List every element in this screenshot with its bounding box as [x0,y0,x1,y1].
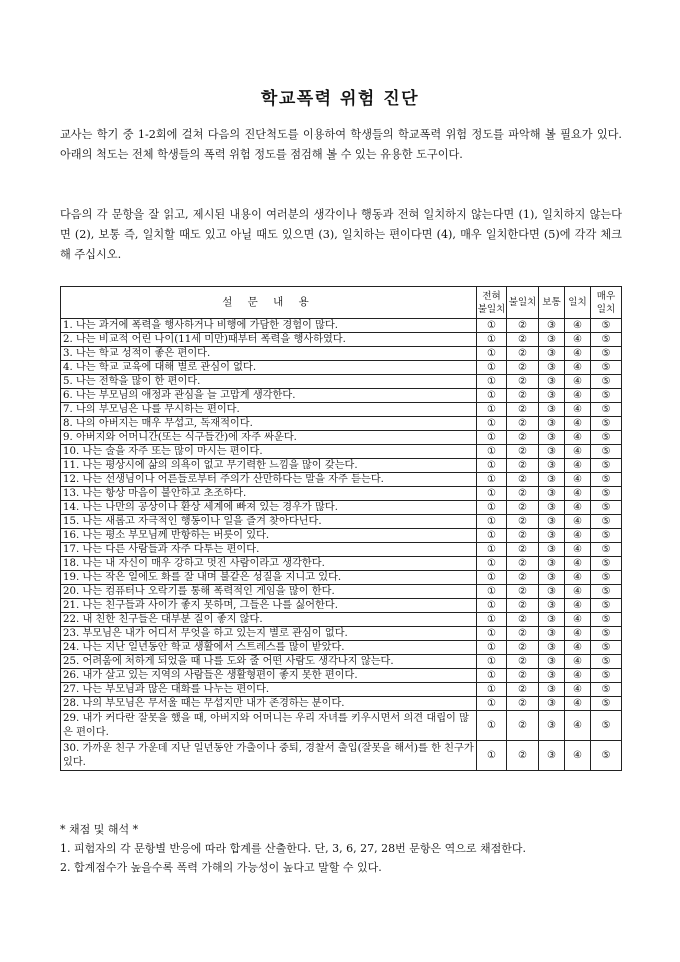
answer-option-4[interactable]: ④ [565,403,591,417]
answer-option-2[interactable]: ② [507,417,539,431]
answer-option-1[interactable]: ① [477,375,507,389]
table-row [61,403,622,417]
answer-option-5[interactable]: ⑤ [591,557,622,571]
answer-option-4[interactable]: ④ [565,459,591,473]
table-row [61,655,622,669]
question-text: 15. 나는 새롭고 자극적인 행동이나 일을 즐겨 찾아다닌다. [61,515,477,529]
answer-option-2[interactable]: ② [507,445,539,459]
header-strongly-agree: 매우 일치 [591,287,622,319]
notes-heading: * 채점 및 해석 * [60,823,139,836]
answer-option-1[interactable]: ① [477,333,507,347]
answer-option-3[interactable]: ③ [539,515,565,529]
question-text: 16. 나는 평소 부모님께 반항하는 버릇이 있다. [61,529,477,543]
answer-option-4[interactable]: ④ [565,333,591,347]
answer-option-5[interactable]: ⑤ [591,655,622,669]
question-text: 28. 나의 부모님은 무서울 때는 무섭지만 내가 존경하는 분이다. [61,697,477,711]
answer-option-4[interactable]: ④ [565,669,591,683]
question-text: 25. 어려움에 처하게 되었을 때 나를 도와 줄 어떤 사람도 생각나지 않는다. [61,655,477,669]
answer-option-1[interactable]: ① [477,347,507,361]
answer-option-1[interactable]: ① [477,473,507,487]
answer-option-2[interactable]: ② [507,641,539,655]
header-strongly-disagree: 전혀 불일치 [477,287,507,319]
answer-option-5[interactable]: ⑤ [591,711,622,741]
question-text: 13. 나는 항상 마음이 불안하고 초조하다. [61,487,477,501]
answer-option-5[interactable]: ⑤ [591,683,622,697]
answer-option-2[interactable]: ② [507,361,539,375]
question-text: 5. 나는 전학을 많이 한 편이다. [61,375,477,389]
answer-option-1[interactable]: ① [477,361,507,375]
answer-option-3[interactable]: ③ [539,669,565,683]
question-text: 26. 내가 살고 있는 지역의 사람들은 생활형편이 좋지 못한 편이다. [61,669,477,683]
answer-option-2[interactable]: ② [507,403,539,417]
answer-option-3[interactable]: ③ [539,711,565,741]
question-text: 27. 나는 부모님과 많은 대화를 나누는 편이다. [61,683,477,697]
answer-option-2[interactable]: ② [507,543,539,557]
answer-option-4[interactable]: ④ [565,613,591,627]
question-text: 24. 나는 지난 일년동안 학교 생활에서 스트레스를 많이 받았다. [61,641,477,655]
answer-option-2[interactable]: ② [507,599,539,613]
table-row [61,669,622,683]
answer-option-5[interactable]: ⑤ [591,543,622,557]
answer-option-2[interactable]: ② [507,501,539,515]
table-row [61,683,622,697]
table-row [61,487,622,501]
answer-option-4[interactable]: ④ [565,543,591,557]
survey-table [60,286,622,771]
answer-option-4[interactable]: ④ [565,515,591,529]
answer-option-1[interactable]: ① [477,711,507,741]
answer-option-1[interactable]: ① [477,641,507,655]
header-neutral: 보통 [539,287,565,319]
answer-option-3[interactable]: ③ [539,741,565,771]
question-text: 3. 나는 학교 성적이 좋은 편이다. [61,347,477,361]
table-row [61,529,622,543]
question-text: 30. 가까운 친구 가운데 지난 일년동안 가출이나 중퇴, 경찰서 출입(잘못을 해서)를 한 친구가 있다. [61,741,477,771]
answer-option-2[interactable]: ② [507,375,539,389]
answer-option-3[interactable]: ③ [539,361,565,375]
table-row [61,361,622,375]
answer-option-5[interactable]: ⑤ [591,361,622,375]
answer-option-5[interactable]: ⑤ [591,741,622,771]
answer-option-1[interactable]: ① [477,543,507,557]
answer-option-5[interactable]: ⑤ [591,487,622,501]
table-row [61,613,622,627]
answer-option-4[interactable]: ④ [565,641,591,655]
answer-option-2[interactable]: ② [507,487,539,501]
table-row [61,375,622,389]
table-row [61,333,622,347]
question-text: 8. 나의 아버지는 매우 무섭고, 독재적이다. [61,417,477,431]
table-row [61,697,622,711]
answer-option-3[interactable]: ③ [539,445,565,459]
answer-option-4[interactable]: ④ [565,473,591,487]
table-row [61,459,622,473]
question-text: 6. 나는 부모님의 애정과 관심을 늘 고맙게 생각한다. [61,389,477,403]
answer-option-4[interactable]: ④ [565,361,591,375]
answer-option-2[interactable]: ② [507,319,539,333]
question-text: 19. 나는 작은 일에도 화를 잘 내며 불같은 성질을 지니고 있다. [61,571,477,585]
answer-option-4[interactable]: ④ [565,445,591,459]
answer-option-3[interactable]: ③ [539,627,565,641]
question-text: 4. 나는 학교 교육에 대해 별로 관심이 없다. [61,361,477,375]
answer-option-3[interactable]: ③ [539,403,565,417]
question-text: 9. 아버지와 어머니간(또는 식구들간)에 자주 싸운다. [61,431,477,445]
answer-option-3[interactable]: ③ [539,641,565,655]
answer-option-4[interactable]: ④ [565,375,591,389]
answer-option-5[interactable]: ⑤ [591,375,622,389]
answer-option-4[interactable]: ④ [565,627,591,641]
answer-option-2[interactable]: ② [507,333,539,347]
table-row [61,557,622,571]
answer-option-5[interactable]: ⑤ [591,431,622,445]
answer-option-1[interactable]: ① [477,487,507,501]
answer-option-3[interactable]: ③ [539,389,565,403]
answer-option-1[interactable]: ① [477,431,507,445]
question-text: 10. 나는 술을 자주 또는 많이 마시는 편이다. [61,445,477,459]
answer-option-2[interactable]: ② [507,529,539,543]
answer-option-1[interactable]: ① [477,741,507,771]
table-row [61,347,622,361]
answer-option-5[interactable]: ⑤ [591,445,622,459]
answer-option-4[interactable]: ④ [565,683,591,697]
table-row [61,711,622,741]
answer-option-3[interactable]: ③ [539,655,565,669]
answer-option-1[interactable]: ① [477,697,507,711]
answer-option-5[interactable]: ⑤ [591,697,622,711]
answer-option-4[interactable]: ④ [565,585,591,599]
answer-option-3[interactable]: ③ [539,431,565,445]
answer-option-2[interactable]: ② [507,697,539,711]
answer-option-1[interactable]: ① [477,389,507,403]
table-row [61,571,622,585]
answer-option-4[interactable]: ④ [565,741,591,771]
answer-option-2[interactable]: ② [507,683,539,697]
answer-option-5[interactable]: ⑤ [591,333,622,347]
answer-option-4[interactable]: ④ [565,389,591,403]
answer-option-2[interactable]: ② [507,389,539,403]
answer-option-1[interactable]: ① [477,403,507,417]
notes-item: 2. 합계점수가 높을수록 폭력 가해의 가능성이 높다고 말할 수 있다. [60,861,382,874]
answer-option-4[interactable]: ④ [565,501,591,515]
answer-option-3[interactable]: ③ [539,487,565,501]
answer-option-5[interactable]: ⑤ [591,501,622,515]
table-row [61,319,622,333]
header-agree: 일치 [565,287,591,319]
answer-option-4[interactable]: ④ [565,655,591,669]
answer-option-5[interactable]: ⑤ [591,669,622,683]
question-text: 29. 내가 커다란 잘못을 했을 때, 아버지와 어머니는 우리 자녀를 키우시면서 의견 대립이 많은 편이다. [61,711,477,741]
question-text: 7. 나의 부모님은 나를 무시하는 편이다. [61,403,477,417]
answer-option-1[interactable]: ① [477,515,507,529]
answer-option-2[interactable]: ② [507,571,539,585]
answer-option-4[interactable]: ④ [565,319,591,333]
answer-option-3[interactable]: ③ [539,585,565,599]
notes-item: 1. 피험자의 각 문항별 반응에 따라 합계를 산출한다. 단, 3, 6, 27, 28번 문항은 역으로 채점한다. [60,842,526,855]
table-row [61,445,622,459]
answer-option-2[interactable]: ② [507,655,539,669]
question-text: 12. 나는 선생님이나 어른들로부터 주의가 산만하다는 말을 자주 듣는다. [61,473,477,487]
table-row [61,599,622,613]
scoring-notes [60,820,630,877]
answer-option-3[interactable]: ③ [539,319,565,333]
answer-option-1[interactable]: ① [477,417,507,431]
answer-option-4[interactable]: ④ [565,431,591,445]
answer-option-1[interactable]: ① [477,557,507,571]
answer-option-5[interactable]: ⑤ [591,473,622,487]
answer-option-5[interactable]: ⑤ [591,627,622,641]
answer-option-3[interactable]: ③ [539,333,565,347]
table-header-row [61,287,622,319]
answer-option-3[interactable]: ③ [539,613,565,627]
table-row [61,641,622,655]
table-row [61,501,622,515]
table-row [61,741,622,771]
table-row [61,543,622,557]
answer-option-1[interactable]: ① [477,627,507,641]
answer-option-3[interactable]: ③ [539,501,565,515]
question-text: 18. 나는 내 자신이 매우 강하고 멋진 사람이라고 생각한다. [61,557,477,571]
intro-paragraph: 교사는 학기 중 1-2회에 걸쳐 다음의 진단척도를 이용하여 학생들의 학교폭력 위험 정도를 파악해 볼 필요가 있다. 아래의 척도는 전체 학생들의 폭력 위험 정도를 점검해 볼 수 있는 유용한 도구이다. [60,128,622,161]
answer-option-2[interactable]: ② [507,431,539,445]
answer-option-5[interactable]: ⑤ [591,529,622,543]
answer-option-3[interactable]: ③ [539,697,565,711]
table-row [61,417,622,431]
answer-option-3[interactable]: ③ [539,473,565,487]
table-row [61,389,622,403]
answer-option-5[interactable]: ⑤ [591,347,622,361]
answer-option-2[interactable]: ② [507,515,539,529]
answer-option-2[interactable]: ② [507,711,539,741]
question-text: 17. 나는 다른 사람들과 자주 다투는 편이다. [61,543,477,557]
question-text: 11. 나는 평상시에 삶의 의욕이 없고 무기력한 느낌을 많이 갖는다. [61,459,477,473]
answer-option-2[interactable]: ② [507,473,539,487]
answer-option-1[interactable]: ① [477,445,507,459]
answer-option-5[interactable]: ⑤ [591,613,622,627]
answer-option-1[interactable]: ① [477,585,507,599]
answer-option-5[interactable]: ⑤ [591,403,622,417]
question-text: 21. 나는 친구들과 사이가 좋지 못하며, 그들은 나를 싫어한다. [61,599,477,613]
answer-option-4[interactable]: ④ [565,571,591,585]
page-title: 학교폭력 위험 진단 [260,89,420,109]
answer-option-3[interactable]: ③ [539,571,565,585]
answer-option-4[interactable]: ④ [565,529,591,543]
answer-option-5[interactable]: ⑤ [591,389,622,403]
answer-option-5[interactable]: ⑤ [591,417,622,431]
answer-option-1[interactable]: ① [477,501,507,515]
answer-option-4[interactable]: ④ [565,697,591,711]
question-text: 14. 나는 나만의 공상이나 환상 세계에 빠져 있는 경우가 많다. [61,501,477,515]
answer-option-4[interactable]: ④ [565,487,591,501]
answer-option-2[interactable]: ② [507,613,539,627]
question-text: 2. 나는 비교적 어린 나이(11세 미만)때부터 폭력을 행사하였다. [61,333,477,347]
answer-option-5[interactable]: ⑤ [591,571,622,585]
answer-option-2[interactable]: ② [507,459,539,473]
answer-option-4[interactable]: ④ [565,711,591,741]
answer-option-3[interactable]: ③ [539,529,565,543]
answer-option-1[interactable]: ① [477,529,507,543]
question-text: 20. 나는 컴퓨터나 오락기를 통해 폭력적인 게임을 많이 한다. [61,585,477,599]
answer-option-2[interactable]: ② [507,669,539,683]
answer-option-4[interactable]: ④ [565,557,591,571]
answer-option-4[interactable]: ④ [565,599,591,613]
answer-option-1[interactable]: ① [477,613,507,627]
question-text: 22. 내 친한 친구들은 대부분 질이 좋지 않다. [61,613,477,627]
answer-option-2[interactable]: ② [507,347,539,361]
answer-option-1[interactable]: ① [477,599,507,613]
answer-option-3[interactable]: ③ [539,375,565,389]
answer-option-2[interactable]: ② [507,557,539,571]
instruction-paragraph: 다음의 각 문항을 잘 읽고, 제시된 내용이 여러분의 생각이나 행동과 전혀 일치하지 않는다면 (1), 일치하지 않는다면 (2), 보통 즉, 일치할 때도 있고 아닐 때도 있으면 (3), 일치하는 편이다면 (4), 매우 일치한다면 (5)에 각각 체크해 주십시오. [60,208,622,261]
answer-option-1[interactable]: ① [477,655,507,669]
answer-option-3[interactable]: ③ [539,599,565,613]
answer-option-5[interactable]: ⑤ [591,459,622,473]
answer-option-2[interactable]: ② [507,585,539,599]
table-row [61,627,622,641]
table-row [61,515,622,529]
answer-option-5[interactable]: ⑤ [591,515,622,529]
answer-option-3[interactable]: ③ [539,417,565,431]
header-content: 설 문 내 용 [61,287,477,319]
answer-option-5[interactable]: ⑤ [591,599,622,613]
answer-option-1[interactable]: ① [477,571,507,585]
question-text: 1. 나는 과거에 폭력을 행사하거나 비행에 가담한 경험이 많다. [61,319,477,333]
question-text: 23. 부모님은 내가 어디서 무엇을 하고 있는지 별로 관심이 없다. [61,627,477,641]
answer-option-2[interactable]: ② [507,741,539,771]
answer-option-5[interactable]: ⑤ [591,641,622,655]
answer-option-4[interactable]: ④ [565,347,591,361]
answer-option-3[interactable]: ③ [539,683,565,697]
answer-option-3[interactable]: ③ [539,543,565,557]
answer-option-5[interactable]: ⑤ [591,585,622,599]
table-row [61,431,622,445]
answer-option-4[interactable]: ④ [565,417,591,431]
answer-option-3[interactable]: ③ [539,459,565,473]
answer-option-3[interactable]: ③ [539,347,565,361]
table-row [61,585,622,599]
header-disagree: 불일치 [507,287,539,319]
answer-option-1[interactable]: ① [477,319,507,333]
answer-option-1[interactable]: ① [477,669,507,683]
answer-option-1[interactable]: ① [477,683,507,697]
answer-option-1[interactable]: ① [477,459,507,473]
answer-option-3[interactable]: ③ [539,557,565,571]
table-row [61,473,622,487]
answer-option-5[interactable]: ⑤ [591,319,622,333]
answer-option-2[interactable]: ② [507,627,539,641]
